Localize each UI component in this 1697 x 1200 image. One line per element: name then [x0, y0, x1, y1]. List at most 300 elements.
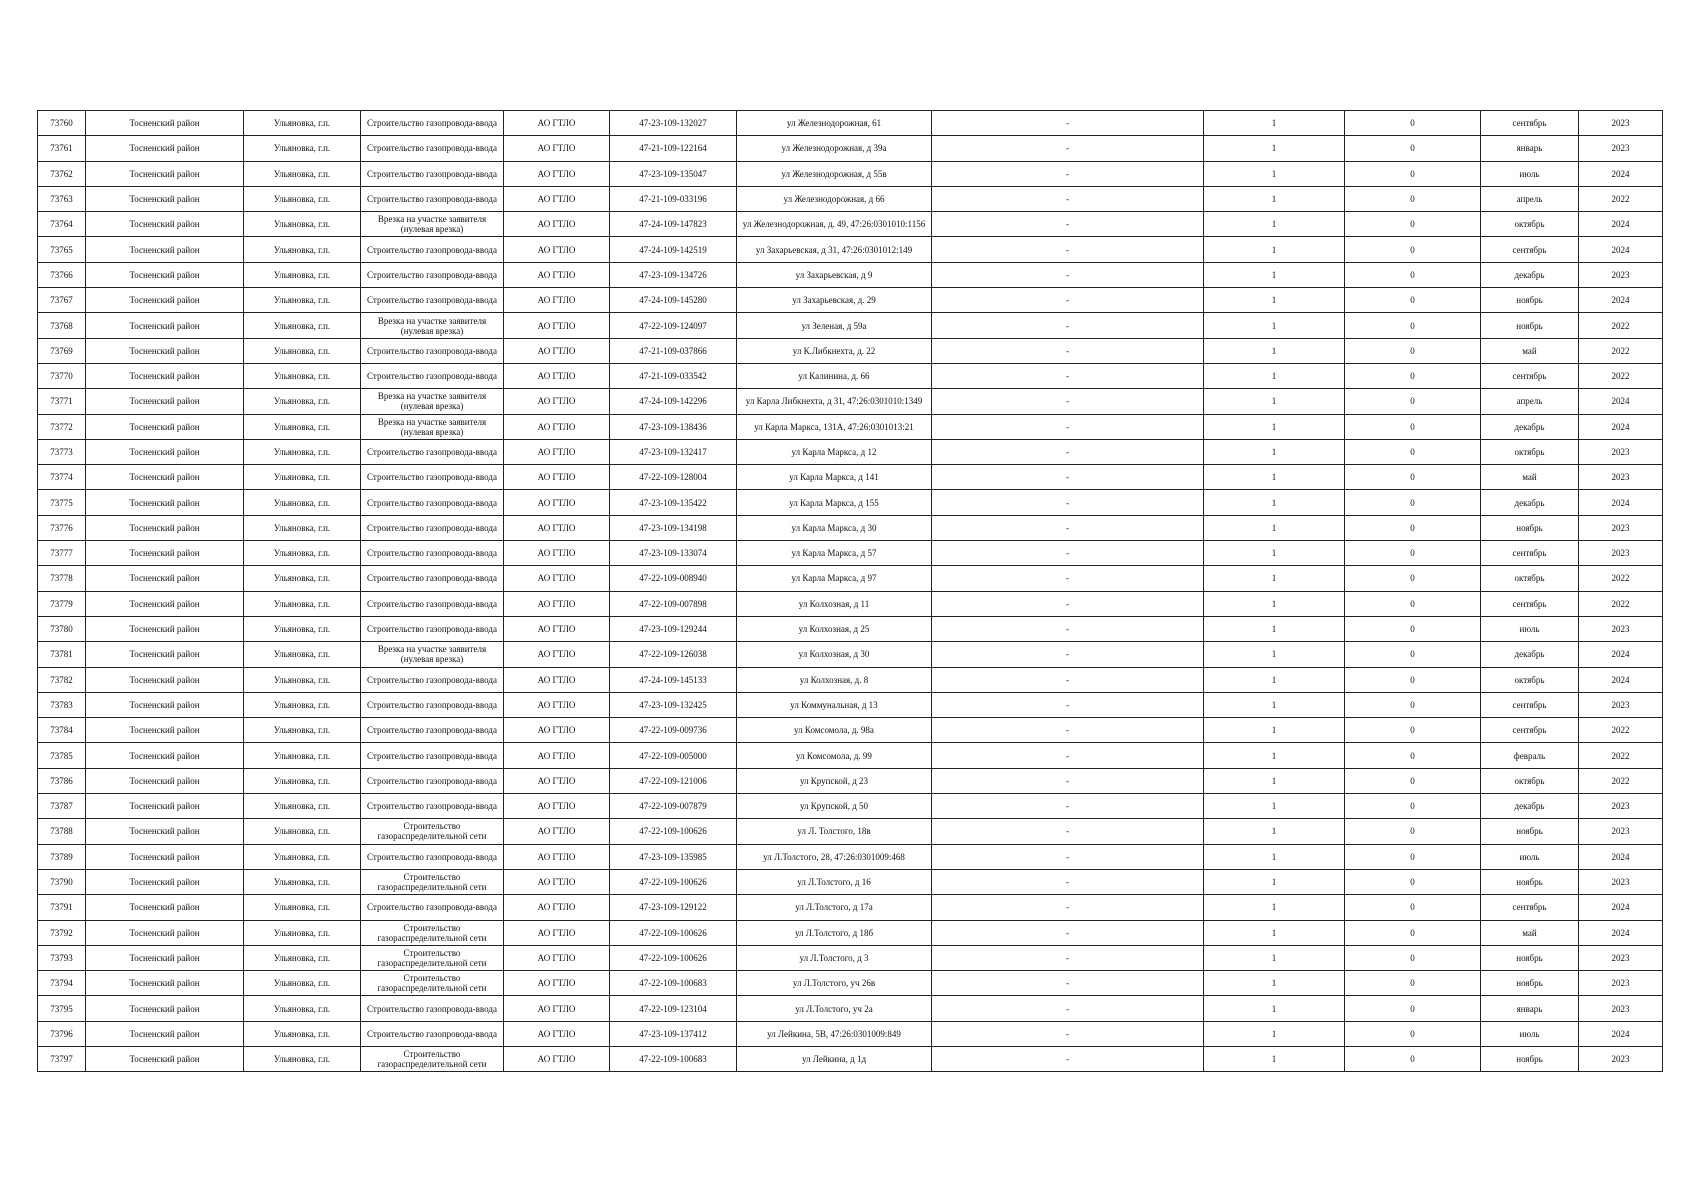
month-cell: июль — [1481, 616, 1579, 641]
settlement-cell: Ульяновка, г.п. — [244, 313, 361, 338]
address-cell: ул Захарьевская, д 9 — [737, 262, 932, 287]
count-one-cell: 1 — [1204, 490, 1345, 515]
count-zero-cell: 0 — [1345, 844, 1481, 869]
month-cell: апрель — [1481, 389, 1579, 414]
table-row — [38, 819, 1663, 844]
note-cell: - — [932, 186, 1204, 211]
row-number-cell: 73790 — [38, 869, 86, 894]
row-number-cell: 73786 — [38, 768, 86, 793]
settlement-cell: Ульяновка, г.п. — [244, 971, 361, 996]
month-cell: сентябрь — [1481, 363, 1579, 388]
month-cell: сентябрь — [1481, 111, 1579, 136]
district-cell: Тосненский район — [86, 743, 244, 768]
count-one-cell: 1 — [1204, 515, 1345, 540]
table-row — [38, 161, 1663, 186]
count-zero-cell: 0 — [1345, 566, 1481, 591]
month-cell: сентябрь — [1481, 591, 1579, 616]
data-table-container — [37, 110, 1662, 1072]
count-one-cell: 1 — [1204, 465, 1345, 490]
contract-number-cell: 47-23-109-129244 — [610, 616, 737, 641]
row-number-cell: 73768 — [38, 313, 86, 338]
contract-number-cell: 47-23-109-132417 — [610, 439, 737, 464]
table-row — [38, 490, 1663, 515]
count-zero-cell: 0 — [1345, 920, 1481, 945]
contract-number-cell: 47-24-109-147823 — [610, 212, 737, 237]
district-cell: Тосненский район — [86, 363, 244, 388]
organization-cell: АО ГТЛО — [504, 667, 610, 692]
table-row — [38, 794, 1663, 819]
organization-cell: АО ГТЛО — [504, 642, 610, 667]
table-row — [38, 996, 1663, 1021]
count-one-cell: 1 — [1204, 262, 1345, 287]
month-cell: ноябрь — [1481, 288, 1579, 313]
address-cell: ул Колхозная, д. 8 — [737, 667, 932, 692]
address-cell: ул Карла Маркса, д 12 — [737, 439, 932, 464]
address-cell: ул Захарьевская, д 31, 47:26:0301012:149 — [737, 237, 932, 262]
note-cell: - — [932, 667, 1204, 692]
count-one-cell: 1 — [1204, 692, 1345, 717]
count-zero-cell: 0 — [1345, 718, 1481, 743]
row-number-cell: 73774 — [38, 465, 86, 490]
work-type-cell: Строительство газопровода-ввода — [361, 237, 504, 262]
work-type-cell: Строительство газопровода-ввода — [361, 262, 504, 287]
table-row — [38, 237, 1663, 262]
address-cell: ул Железнодорожная, д. 49, 47:26:0301010:1156 — [737, 212, 932, 237]
year-cell: 2024 — [1579, 844, 1663, 869]
work-type-cell: Врезка на участке заявителя (нулевая врезка) — [361, 389, 504, 414]
settlement-cell: Ульяновка, г.п. — [244, 389, 361, 414]
address-cell: ул Крупской, д 23 — [737, 768, 932, 793]
district-cell: Тосненский район — [86, 1021, 244, 1046]
table-row — [38, 439, 1663, 464]
work-type-cell: Строительство газопровода-ввода — [361, 186, 504, 211]
count-one-cell: 1 — [1204, 971, 1345, 996]
table-row — [38, 111, 1663, 136]
settlement-cell: Ульяновка, г.п. — [244, 869, 361, 894]
settlement-cell: Ульяновка, г.п. — [244, 465, 361, 490]
note-cell: - — [932, 237, 1204, 262]
year-cell: 2023 — [1579, 616, 1663, 641]
row-number-cell: 73772 — [38, 414, 86, 439]
row-number-cell: 73778 — [38, 566, 86, 591]
count-one-cell: 1 — [1204, 920, 1345, 945]
count-one-cell: 1 — [1204, 768, 1345, 793]
month-cell: февраль — [1481, 743, 1579, 768]
month-cell: июль — [1481, 844, 1579, 869]
year-cell: 2022 — [1579, 718, 1663, 743]
row-number-cell: 73763 — [38, 186, 86, 211]
table-row — [38, 920, 1663, 945]
address-cell: ул Лейкина, д 1д — [737, 1046, 932, 1071]
organization-cell: АО ГТЛО — [504, 111, 610, 136]
contract-number-cell: 47-22-109-124097 — [610, 313, 737, 338]
address-cell: ул Колхозная, д 25 — [737, 616, 932, 641]
year-cell: 2022 — [1579, 338, 1663, 363]
organization-cell: АО ГТЛО — [504, 414, 610, 439]
table-row — [38, 844, 1663, 869]
district-cell: Тосненский район — [86, 136, 244, 161]
year-cell: 2023 — [1579, 1046, 1663, 1071]
note-cell: - — [932, 566, 1204, 591]
district-cell: Тосненский район — [86, 844, 244, 869]
note-cell: - — [932, 794, 1204, 819]
settlement-cell: Ульяновка, г.п. — [244, 616, 361, 641]
note-cell: - — [932, 1021, 1204, 1046]
address-cell: ул Калинина, д. 66 — [737, 363, 932, 388]
count-zero-cell: 0 — [1345, 692, 1481, 717]
contract-number-cell: 47-24-109-145133 — [610, 667, 737, 692]
count-zero-cell: 0 — [1345, 490, 1481, 515]
count-zero-cell: 0 — [1345, 186, 1481, 211]
district-cell: Тосненский район — [86, 566, 244, 591]
month-cell: май — [1481, 920, 1579, 945]
contract-number-cell: 47-23-109-135422 — [610, 490, 737, 515]
district-cell: Тосненский район — [86, 414, 244, 439]
organization-cell: АО ГТЛО — [504, 996, 610, 1021]
settlement-cell: Ульяновка, г.п. — [244, 566, 361, 591]
organization-cell: АО ГТЛО — [504, 844, 610, 869]
year-cell: 2023 — [1579, 971, 1663, 996]
contract-number-cell: 47-22-109-005000 — [610, 743, 737, 768]
work-type-cell: Строительство газопровода-ввода — [361, 895, 504, 920]
row-number-cell: 73765 — [38, 237, 86, 262]
contract-number-cell: 47-22-109-008940 — [610, 566, 737, 591]
count-one-cell: 1 — [1204, 667, 1345, 692]
organization-cell: АО ГТЛО — [504, 591, 610, 616]
count-zero-cell: 0 — [1345, 1046, 1481, 1071]
district-cell: Тосненский район — [86, 313, 244, 338]
address-cell: ул Железнодорожная, 61 — [737, 111, 932, 136]
contract-number-cell: 47-24-109-142519 — [610, 237, 737, 262]
settlement-cell: Ульяновка, г.п. — [244, 515, 361, 540]
count-zero-cell: 0 — [1345, 111, 1481, 136]
work-type-cell: Строительство газопровода-ввода — [361, 616, 504, 641]
year-cell: 2023 — [1579, 111, 1663, 136]
address-cell: ул Л.Толстого, д 18б — [737, 920, 932, 945]
table-body — [38, 111, 1663, 1072]
organization-cell: АО ГТЛО — [504, 616, 610, 641]
address-cell: ул Лейкина, 5В, 47:26:0301009:849 — [737, 1021, 932, 1046]
settlement-cell: Ульяновка, г.п. — [244, 1021, 361, 1046]
row-number-cell: 73781 — [38, 642, 86, 667]
note-cell: - — [932, 1046, 1204, 1071]
address-cell: ул Крупской, д 50 — [737, 794, 932, 819]
table-row — [38, 1046, 1663, 1071]
contract-number-cell: 47-22-109-126038 — [610, 642, 737, 667]
organization-cell: АО ГТЛО — [504, 136, 610, 161]
year-cell: 2024 — [1579, 288, 1663, 313]
work-type-cell: Строительство газораспределительной сети — [361, 1046, 504, 1071]
count-one-cell: 1 — [1204, 642, 1345, 667]
settlement-cell: Ульяновка, г.п. — [244, 718, 361, 743]
count-zero-cell: 0 — [1345, 667, 1481, 692]
address-cell: ул Зеленая, д 59а — [737, 313, 932, 338]
row-number-cell: 73773 — [38, 439, 86, 464]
work-type-cell: Строительство газопровода-ввода — [361, 718, 504, 743]
contract-number-cell: 47-22-109-100683 — [610, 971, 737, 996]
row-number-cell: 73788 — [38, 819, 86, 844]
count-one-cell: 1 — [1204, 439, 1345, 464]
note-cell: - — [932, 718, 1204, 743]
row-number-cell: 73780 — [38, 616, 86, 641]
row-number-cell: 73766 — [38, 262, 86, 287]
settlement-cell: Ульяновка, г.п. — [244, 743, 361, 768]
work-type-cell: Строительство газопровода-ввода — [361, 288, 504, 313]
count-one-cell: 1 — [1204, 1046, 1345, 1071]
work-type-cell: Строительство газопровода-ввода — [361, 844, 504, 869]
district-cell: Тосненский район — [86, 945, 244, 970]
note-cell: - — [932, 591, 1204, 616]
year-cell: 2024 — [1579, 237, 1663, 262]
row-number-cell: 73771 — [38, 389, 86, 414]
table-row — [38, 616, 1663, 641]
count-zero-cell: 0 — [1345, 288, 1481, 313]
row-number-cell: 73769 — [38, 338, 86, 363]
table-row — [38, 363, 1663, 388]
address-cell: ул Комсомола, д. 98а — [737, 718, 932, 743]
work-type-cell: Строительство газораспределительной сети — [361, 819, 504, 844]
settlement-cell: Ульяновка, г.п. — [244, 844, 361, 869]
note-cell: - — [932, 920, 1204, 945]
organization-cell: АО ГТЛО — [504, 288, 610, 313]
settlement-cell: Ульяновка, г.п. — [244, 642, 361, 667]
work-type-cell: Строительство газопровода-ввода — [361, 1021, 504, 1046]
year-cell: 2023 — [1579, 262, 1663, 287]
settlement-cell: Ульяновка, г.п. — [244, 945, 361, 970]
contract-number-cell: 47-21-109-033542 — [610, 363, 737, 388]
row-number-cell: 73791 — [38, 895, 86, 920]
count-one-cell: 1 — [1204, 591, 1345, 616]
organization-cell: АО ГТЛО — [504, 262, 610, 287]
contract-number-cell: 47-23-109-133074 — [610, 541, 737, 566]
contract-number-cell: 47-22-109-007898 — [610, 591, 737, 616]
organization-cell: АО ГТЛО — [504, 237, 610, 262]
count-zero-cell: 0 — [1345, 465, 1481, 490]
address-cell: ул Л.Толстого, д 17а — [737, 895, 932, 920]
address-cell: ул К.Либкнехта, д. 22 — [737, 338, 932, 363]
note-cell: - — [932, 136, 1204, 161]
table-row — [38, 186, 1663, 211]
address-cell: ул Л.Толстого, 28, 47:26:0301009:468 — [737, 844, 932, 869]
contract-number-cell: 47-23-109-135985 — [610, 844, 737, 869]
month-cell: декабрь — [1481, 414, 1579, 439]
organization-cell: АО ГТЛО — [504, 945, 610, 970]
contract-number-cell: 47-23-109-137412 — [610, 1021, 737, 1046]
table-row — [38, 288, 1663, 313]
count-one-cell: 1 — [1204, 288, 1345, 313]
year-cell: 2023 — [1579, 794, 1663, 819]
row-number-cell: 73764 — [38, 212, 86, 237]
count-one-cell: 1 — [1204, 895, 1345, 920]
settlement-cell: Ульяновка, г.п. — [244, 996, 361, 1021]
month-cell: октябрь — [1481, 667, 1579, 692]
row-number-cell: 73792 — [38, 920, 86, 945]
organization-cell: АО ГТЛО — [504, 515, 610, 540]
contract-number-cell: 47-22-109-100626 — [610, 920, 737, 945]
row-number-cell: 73777 — [38, 541, 86, 566]
settlement-cell: Ульяновка, г.п. — [244, 1046, 361, 1071]
district-cell: Тосненский район — [86, 616, 244, 641]
contract-number-cell: 47-23-109-138436 — [610, 414, 737, 439]
month-cell: октябрь — [1481, 212, 1579, 237]
note-cell: - — [932, 768, 1204, 793]
contract-number-cell: 47-21-109-033196 — [610, 186, 737, 211]
district-cell: Тосненский район — [86, 1046, 244, 1071]
table-row — [38, 566, 1663, 591]
row-number-cell: 73767 — [38, 288, 86, 313]
contract-number-cell: 47-24-109-145280 — [610, 288, 737, 313]
note-cell: - — [932, 212, 1204, 237]
work-type-cell: Строительство газопровода-ввода — [361, 439, 504, 464]
district-cell: Тосненский район — [86, 920, 244, 945]
table-row — [38, 541, 1663, 566]
contract-number-cell: 47-23-109-132425 — [610, 692, 737, 717]
row-number-cell: 73761 — [38, 136, 86, 161]
address-cell: ул Комсомола, д. 99 — [737, 743, 932, 768]
month-cell: ноябрь — [1481, 819, 1579, 844]
note-cell: - — [932, 971, 1204, 996]
district-cell: Тосненский район — [86, 895, 244, 920]
count-zero-cell: 0 — [1345, 642, 1481, 667]
district-cell: Тосненский район — [86, 971, 244, 996]
year-cell: 2022 — [1579, 566, 1663, 591]
district-cell: Тосненский район — [86, 262, 244, 287]
contract-number-cell: 47-22-109-128004 — [610, 465, 737, 490]
settlement-cell: Ульяновка, г.п. — [244, 920, 361, 945]
district-cell: Тосненский район — [86, 439, 244, 464]
district-cell: Тосненский район — [86, 161, 244, 186]
note-cell: - — [932, 490, 1204, 515]
note-cell: - — [932, 819, 1204, 844]
organization-cell: АО ГТЛО — [504, 465, 610, 490]
month-cell: апрель — [1481, 186, 1579, 211]
settlement-cell: Ульяновка, г.п. — [244, 794, 361, 819]
count-zero-cell: 0 — [1345, 363, 1481, 388]
contract-number-cell: 47-21-109-037866 — [610, 338, 737, 363]
contract-number-cell: 47-22-109-007879 — [610, 794, 737, 819]
note-cell: - — [932, 338, 1204, 363]
year-cell: 2024 — [1579, 490, 1663, 515]
work-type-cell: Строительство газопровода-ввода — [361, 996, 504, 1021]
table-row — [38, 338, 1663, 363]
note-cell: - — [932, 541, 1204, 566]
count-zero-cell: 0 — [1345, 794, 1481, 819]
contract-number-cell: 47-23-109-135047 — [610, 161, 737, 186]
address-cell: ул Колхозная, д 11 — [737, 591, 932, 616]
district-cell: Тосненский район — [86, 869, 244, 894]
contract-number-cell: 47-22-109-100626 — [610, 869, 737, 894]
month-cell: ноябрь — [1481, 869, 1579, 894]
note-cell: - — [932, 692, 1204, 717]
year-cell: 2023 — [1579, 692, 1663, 717]
row-number-cell: 73795 — [38, 996, 86, 1021]
organization-cell: АО ГТЛО — [504, 212, 610, 237]
work-type-cell: Строительство газопровода-ввода — [361, 743, 504, 768]
count-one-cell: 1 — [1204, 819, 1345, 844]
district-cell: Тосненский район — [86, 718, 244, 743]
count-zero-cell: 0 — [1345, 161, 1481, 186]
note-cell: - — [932, 414, 1204, 439]
row-number-cell: 73784 — [38, 718, 86, 743]
table-row — [38, 692, 1663, 717]
organization-cell: АО ГТЛО — [504, 161, 610, 186]
row-number-cell: 73789 — [38, 844, 86, 869]
row-number-cell: 73783 — [38, 692, 86, 717]
table-row — [38, 971, 1663, 996]
note-cell: - — [932, 389, 1204, 414]
table-row — [38, 642, 1663, 667]
address-cell: ул Железнодорожная, д 66 — [737, 186, 932, 211]
count-zero-cell: 0 — [1345, 945, 1481, 970]
count-zero-cell: 0 — [1345, 262, 1481, 287]
month-cell: сентябрь — [1481, 692, 1579, 717]
contract-number-cell: 47-23-109-129122 — [610, 895, 737, 920]
count-one-cell: 1 — [1204, 566, 1345, 591]
district-cell: Тосненский район — [86, 591, 244, 616]
count-zero-cell: 0 — [1345, 389, 1481, 414]
count-one-cell: 1 — [1204, 111, 1345, 136]
work-type-cell: Строительство газопровода-ввода — [361, 794, 504, 819]
district-cell: Тосненский район — [86, 288, 244, 313]
month-cell: май — [1481, 338, 1579, 363]
count-one-cell: 1 — [1204, 212, 1345, 237]
row-number-cell: 73794 — [38, 971, 86, 996]
settlement-cell: Ульяновка, г.п. — [244, 490, 361, 515]
work-type-cell: Строительство газораспределительной сети — [361, 869, 504, 894]
settlement-cell: Ульяновка, г.п. — [244, 591, 361, 616]
month-cell: ноябрь — [1481, 971, 1579, 996]
note-cell: - — [932, 743, 1204, 768]
district-cell: Тосненский район — [86, 389, 244, 414]
note-cell: - — [932, 262, 1204, 287]
note-cell: - — [932, 642, 1204, 667]
settlement-cell: Ульяновка, г.п. — [244, 212, 361, 237]
address-cell: ул Захарьевская, д. 29 — [737, 288, 932, 313]
organization-cell: АО ГТЛО — [504, 186, 610, 211]
month-cell: сентябрь — [1481, 895, 1579, 920]
table-row — [38, 465, 1663, 490]
organization-cell: АО ГТЛО — [504, 1021, 610, 1046]
district-cell: Тосненский район — [86, 768, 244, 793]
count-one-cell: 1 — [1204, 718, 1345, 743]
month-cell: ноябрь — [1481, 313, 1579, 338]
settlement-cell: Ульяновка, г.п. — [244, 363, 361, 388]
count-one-cell: 1 — [1204, 541, 1345, 566]
settlement-cell: Ульяновка, г.п. — [244, 819, 361, 844]
count-zero-cell: 0 — [1345, 237, 1481, 262]
year-cell: 2022 — [1579, 313, 1663, 338]
count-zero-cell: 0 — [1345, 895, 1481, 920]
settlement-cell: Ульяновка, г.п. — [244, 136, 361, 161]
settlement-cell: Ульяновка, г.п. — [244, 338, 361, 363]
row-number-cell: 73787 — [38, 794, 86, 819]
organization-cell: АО ГТЛО — [504, 819, 610, 844]
count-zero-cell: 0 — [1345, 591, 1481, 616]
count-one-cell: 1 — [1204, 237, 1345, 262]
work-type-cell: Строительство газопровода-ввода — [361, 338, 504, 363]
year-cell: 2024 — [1579, 161, 1663, 186]
district-cell: Тосненский район — [86, 212, 244, 237]
settlement-cell: Ульяновка, г.п. — [244, 541, 361, 566]
row-number-cell: 73779 — [38, 591, 86, 616]
contract-number-cell: 47-24-109-142296 — [610, 389, 737, 414]
count-zero-cell: 0 — [1345, 743, 1481, 768]
month-cell: ноябрь — [1481, 515, 1579, 540]
district-cell: Тосненский район — [86, 515, 244, 540]
district-cell: Тосненский район — [86, 794, 244, 819]
count-zero-cell: 0 — [1345, 212, 1481, 237]
count-zero-cell: 0 — [1345, 996, 1481, 1021]
